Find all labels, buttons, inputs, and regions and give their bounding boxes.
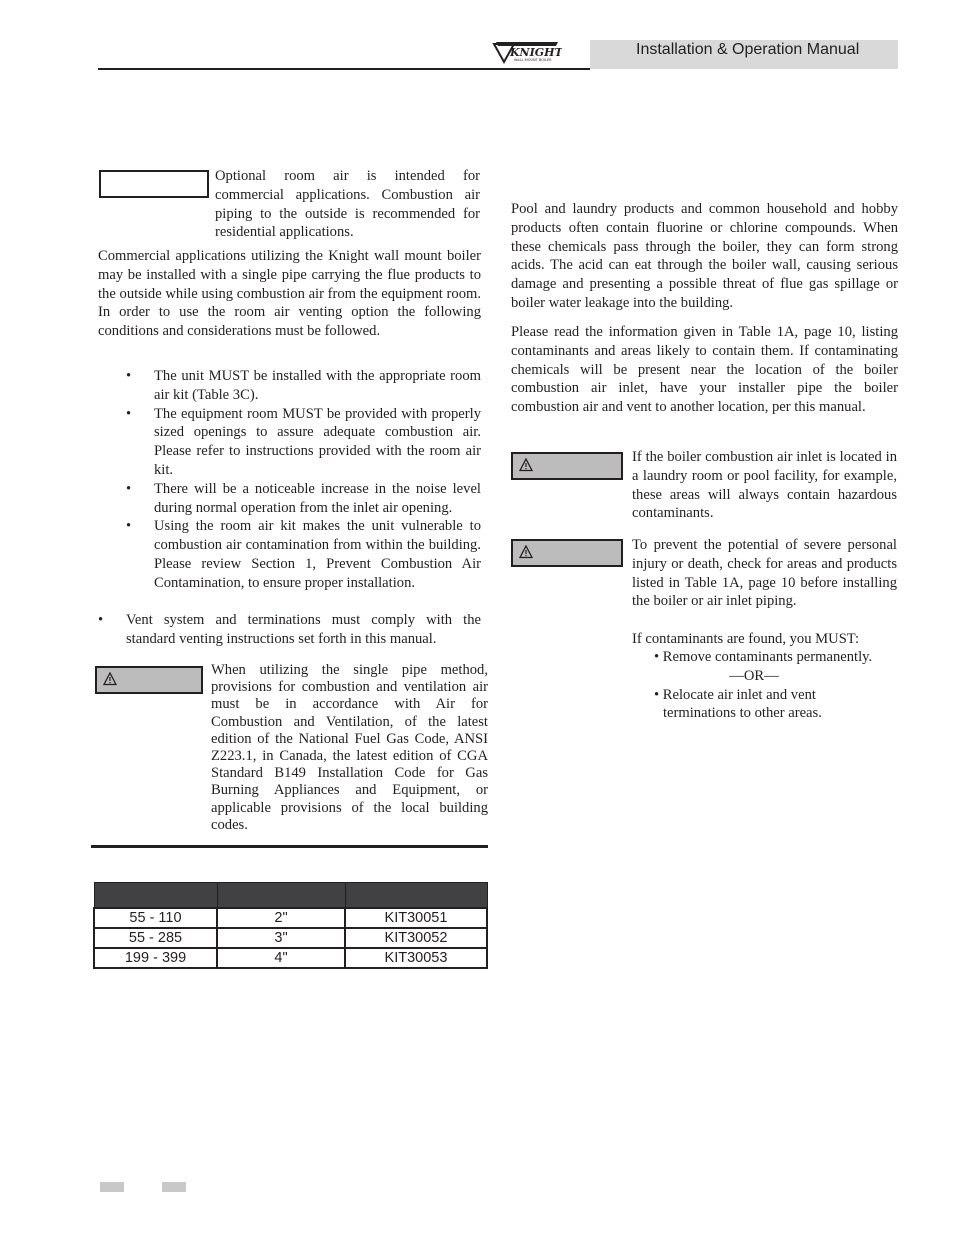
warning-triangle-icon bbox=[519, 545, 533, 559]
contaminants-paragraph: Pool and laundry products and common household and hobby products often contain fluorine or chlorine compounds. When these chemicals pass through the boiler, they can form strong acids. The acid can eat through the boiler wall, causing serious damage and presenting a possible threat of flue gas spillage or boiler water leakage into the building. bbox=[511, 201, 898, 311]
list-item: • The unit MUST be installed with the appropriate room air kit (Table 3C). bbox=[126, 368, 481, 403]
table-row bbox=[94, 908, 487, 928]
list-item: • There will be a noticeable increase in the noise level during normal operation from the inlet air opening. bbox=[126, 480, 481, 516]
table-cell: 4" bbox=[217, 948, 345, 968]
warning-label-box bbox=[511, 539, 623, 567]
knight-logo bbox=[492, 40, 562, 66]
table-cell: KIT30053 bbox=[345, 948, 487, 968]
header-rule bbox=[98, 68, 590, 70]
must-line: If contaminants are found, you MUST: bbox=[632, 631, 860, 647]
manual-title: Installation & Operation Manual bbox=[636, 41, 860, 58]
table-cell: 55 - 110 bbox=[94, 908, 217, 928]
table-header-cell bbox=[217, 883, 345, 909]
conditions-list bbox=[126, 367, 481, 593]
svg-text:KNIGHT: KNIGHT bbox=[510, 46, 562, 59]
vent-bullet: • Vent system and terminations must comply with the standard venting instructions set forth in this manual. bbox=[98, 612, 481, 647]
table-header-row bbox=[94, 883, 487, 909]
room-air-kit-table bbox=[93, 882, 488, 969]
table-header-cell bbox=[94, 883, 217, 909]
table-cell: KIT30052 bbox=[345, 928, 487, 948]
notice-text: Optional room air is intended for commercial applications. Combustion air piping to the outside is recommended for residential applications. bbox=[215, 168, 480, 241]
table-cell: 199 - 399 bbox=[94, 948, 217, 968]
warning-label-box bbox=[511, 452, 623, 480]
footer-page-tab bbox=[100, 1182, 124, 1192]
laundry-warning-text: If the boiler combustion air inlet is located in a laundry room or pool facility, for example, these areas will always contain hazardous contaminants. bbox=[632, 449, 897, 522]
warning-label-box bbox=[95, 666, 203, 694]
table-cell: 2" bbox=[217, 908, 345, 928]
table-cell: 55 - 285 bbox=[94, 928, 217, 948]
option-relocate: • Relocate air inlet and vent bbox=[654, 687, 816, 703]
table-row bbox=[94, 928, 487, 948]
or-separator: —OR— bbox=[729, 668, 779, 684]
table-cell: 3" bbox=[217, 928, 345, 948]
warning-triangle-icon bbox=[103, 672, 117, 686]
table-header-cell bbox=[345, 883, 487, 909]
option-relocate-cont: terminations to other areas. bbox=[663, 705, 822, 721]
svg-text:WALL MOUNT BOILER: WALL MOUNT BOILER bbox=[514, 58, 552, 62]
intro-paragraph: Commercial applications utilizing the Knight wall mount boiler may be installed with a single pipe carrying the flue products to the outside while using combustion air from the equipment room. In order to use the room air venting option the following conditions and considerations must be followed. bbox=[98, 248, 481, 340]
footer-page-tab bbox=[162, 1182, 186, 1192]
table-cell: KIT30051 bbox=[345, 908, 487, 928]
table-row bbox=[94, 948, 487, 968]
table-section-rule bbox=[91, 845, 488, 848]
single-pipe-warning-text: When utilizing the single pipe method, provisions for combustion and ventilation air must be in accordance with Air for Combustion and Ventilation, of the latest edition of the National Fuel Gas Code, ANSI Z223.1, in Canada, the latest edition of CGA Standard B149 Installation Code for Gas Burning Appliances and Equipment, or applicable provisions of the local building codes. bbox=[211, 662, 488, 833]
list-item: • Using the room air kit makes the unit vulnerable to combustion air contamination from within the building. Please review Section 1, Prevent Combustion Air Contamination, to ensure proper installation. bbox=[126, 518, 481, 591]
list-item: • The equipment room MUST be provided with properly sized openings to assure adequate combustion air. Please refer to instructions provided with the room air kit. bbox=[126, 405, 481, 478]
notice-label-box bbox=[99, 170, 209, 198]
warning-triangle-icon bbox=[519, 458, 533, 472]
injury-warning-text: To prevent the potential of severe personal injury or death, check for areas and products listed in Table 1A, page 10 before installing the boiler or air inlet piping. bbox=[632, 537, 897, 610]
table-reference-paragraph: Please read the information given in Table 1A, page 10, listing contaminants and areas likely to contain them. If contaminating chemicals will be present near the location of the boiler combustion air inlet, have your installer pipe the boiler combustion air and vent to another location, per this manual. bbox=[511, 324, 898, 416]
option-remove: • Remove contaminants permanently. bbox=[654, 649, 873, 665]
